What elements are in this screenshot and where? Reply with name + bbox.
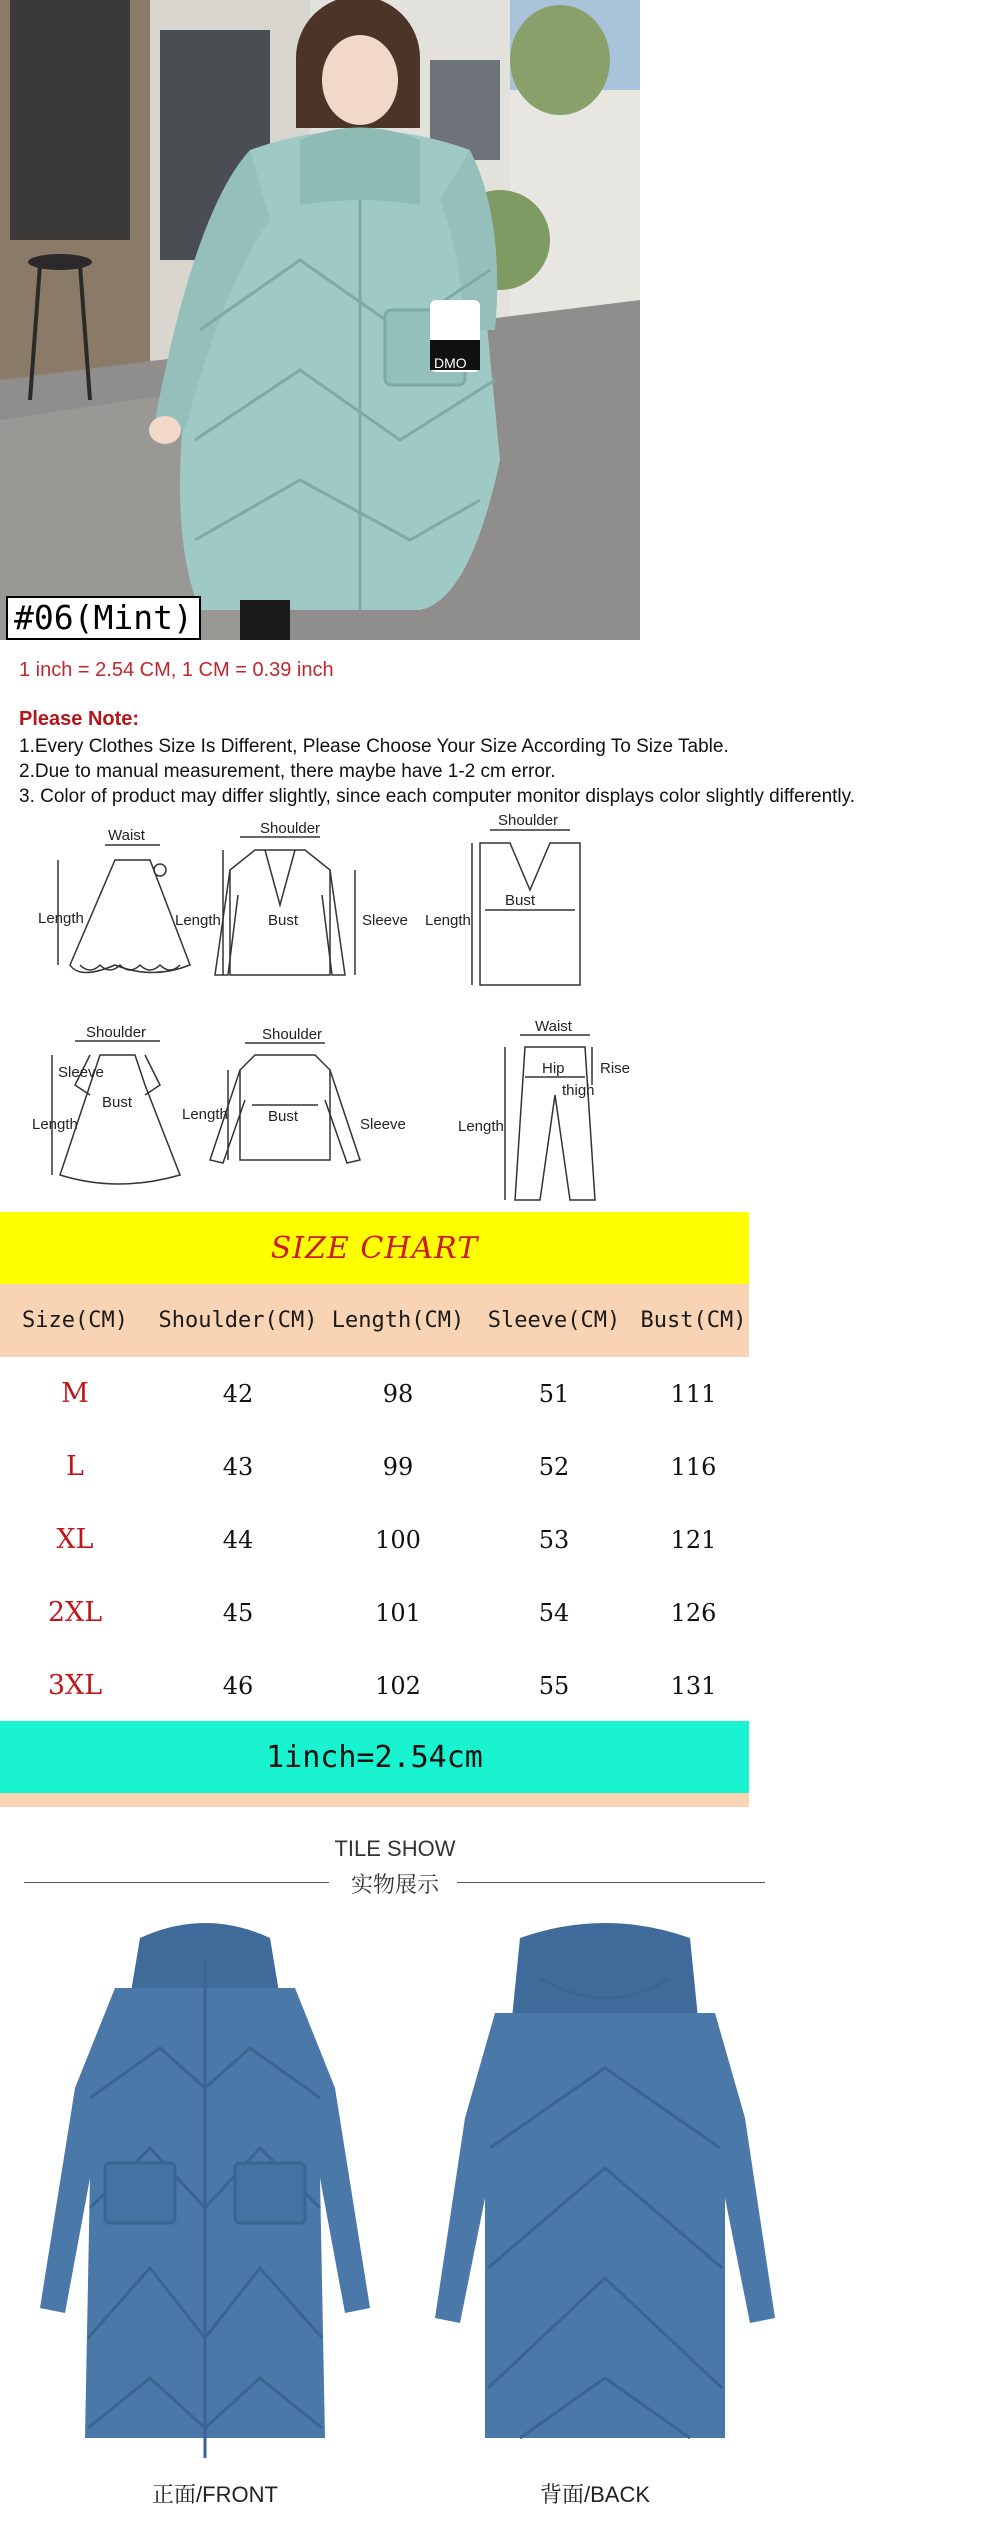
color-label: #06(Mint): [6, 596, 201, 640]
skirt-diagram: [38, 827, 190, 973]
sleeve-cell: 51: [538, 1379, 570, 1408]
size-cell: XL: [56, 1524, 94, 1555]
sleeve-cell: 54: [538, 1598, 570, 1627]
dress-diagram: [32, 1024, 180, 1184]
skirt-length-label: Length: [38, 910, 84, 927]
length-cell: 100: [375, 1525, 421, 1554]
jacket-length-label: Length: [175, 912, 221, 929]
sleeve-cell: 53: [538, 1525, 570, 1554]
bust-cell: 111: [670, 1379, 717, 1408]
pants-thigh-label: thigh: [562, 1082, 595, 1099]
table-row: [0, 1503, 749, 1576]
table-row: [0, 1430, 749, 1503]
jacket-diagram: [175, 820, 408, 975]
skirt-waist-label: Waist: [108, 827, 145, 844]
inch-conversion-band: [0, 1721, 749, 1793]
length-cell: 102: [375, 1671, 421, 1700]
sleeve-cell: 52: [538, 1452, 570, 1481]
note-item-2: 2.Due to manual measurement, there maybe have 1-2 cm error.: [19, 761, 556, 782]
dress-length-label: Length: [32, 1116, 78, 1133]
please-note-title: Please Note:: [19, 708, 140, 730]
inch-conversion-text: 1inch=2.54cm: [266, 1739, 483, 1775]
size-chart-title: SIZE CHART: [270, 1230, 479, 1266]
bust-cell: 126: [670, 1598, 717, 1627]
size-chart-table: [0, 1284, 749, 1722]
length-cell: 99: [382, 1452, 414, 1481]
sweater-bust-label: Bust: [268, 1108, 299, 1125]
product-photo: [0, 0, 640, 640]
divider: [0, 1793, 749, 1807]
note-item-1: 1.Every Clothes Size Is Different, Please Choose Your Size According To Size Table.: [19, 736, 729, 757]
shoulder-cell: 46: [222, 1671, 254, 1700]
header-bust: Bust(CM): [640, 1308, 747, 1333]
vest-diagram: [425, 812, 580, 985]
shoulder-cell: 43: [222, 1452, 254, 1481]
shoulder-cell: 44: [222, 1525, 254, 1554]
front-label: 正面/FRONT: [152, 2482, 278, 2507]
bust-cell: 116: [670, 1452, 717, 1481]
bust-cell: 131: [670, 1671, 717, 1700]
size-cell: 3XL: [47, 1670, 103, 1701]
dress-sleeve-label: Sleeve: [58, 1064, 104, 1081]
pants-waist-label: Waist: [535, 1018, 572, 1035]
header-size: Size(CM): [22, 1308, 128, 1333]
jacket-bust-label: Bust: [268, 912, 299, 929]
size-cell: M: [61, 1378, 89, 1409]
back-coat-image: [435, 1923, 775, 2438]
measurement-diagrams: [32, 812, 640, 1210]
unit-conversion-note: 1 inch = 2.54 CM, 1 CM = 0.39 inch: [19, 659, 334, 681]
header-shoulder: Shoulder(CM): [158, 1308, 318, 1333]
jacket-shoulder-label: Shoulder: [260, 820, 321, 837]
vest-bust-label: Bust: [505, 892, 536, 909]
sweater-sleeve-label: Sleeve: [360, 1116, 406, 1133]
size-cell: L: [66, 1451, 84, 1482]
length-cell: 98: [382, 1379, 414, 1408]
table-row: [0, 1357, 749, 1430]
sweater-shoulder-label: Shoulder: [262, 1026, 323, 1043]
length-cell: 101: [375, 1598, 421, 1627]
tile-show-title: TILE SHOW: [334, 1836, 456, 1861]
pants-length-label: Length: [458, 1118, 504, 1135]
sleeve-cell: 55: [538, 1671, 570, 1700]
cup-text: DMO: [434, 355, 467, 371]
back-label: 背面/BACK: [539, 2482, 651, 2507]
front-coat-image: [40, 1923, 370, 2458]
pants-hip-label: Hip: [542, 1060, 565, 1077]
size-chart-header: [0, 1212, 749, 1284]
table-row: [0, 1649, 749, 1722]
sweater-diagram: [182, 1026, 406, 1163]
vest-shoulder-label: Shoulder: [498, 812, 559, 829]
sweater-length-label: Length: [182, 1106, 228, 1123]
tile-show-subtitle: 实物展示: [350, 1872, 439, 1897]
bust-cell: 121: [670, 1525, 717, 1554]
shoulder-cell: 45: [222, 1598, 254, 1627]
size-cell: 2XL: [47, 1597, 103, 1628]
size-chart-header-row: [0, 1284, 749, 1357]
shoulder-cell: 42: [222, 1379, 254, 1408]
table-row: [0, 1576, 749, 1649]
jacket-sleeve-label: Sleeve: [362, 912, 408, 929]
pants-diagram: [458, 1018, 630, 1200]
note-item-3: 3. Color of product may differ slightly, since each computer monitor displays color slightly differently.: [19, 786, 856, 807]
vest-length-label: Length: [425, 912, 471, 929]
dress-shoulder-label: Shoulder: [86, 1024, 147, 1041]
header-length: Length(CM): [331, 1308, 465, 1333]
dress-bust-label: Bust: [102, 1094, 133, 1111]
header-sleeve: Sleeve(CM): [487, 1308, 621, 1333]
pants-rise-label: Rise: [600, 1060, 631, 1077]
flat-lay-photos: [0, 1918, 790, 2478]
